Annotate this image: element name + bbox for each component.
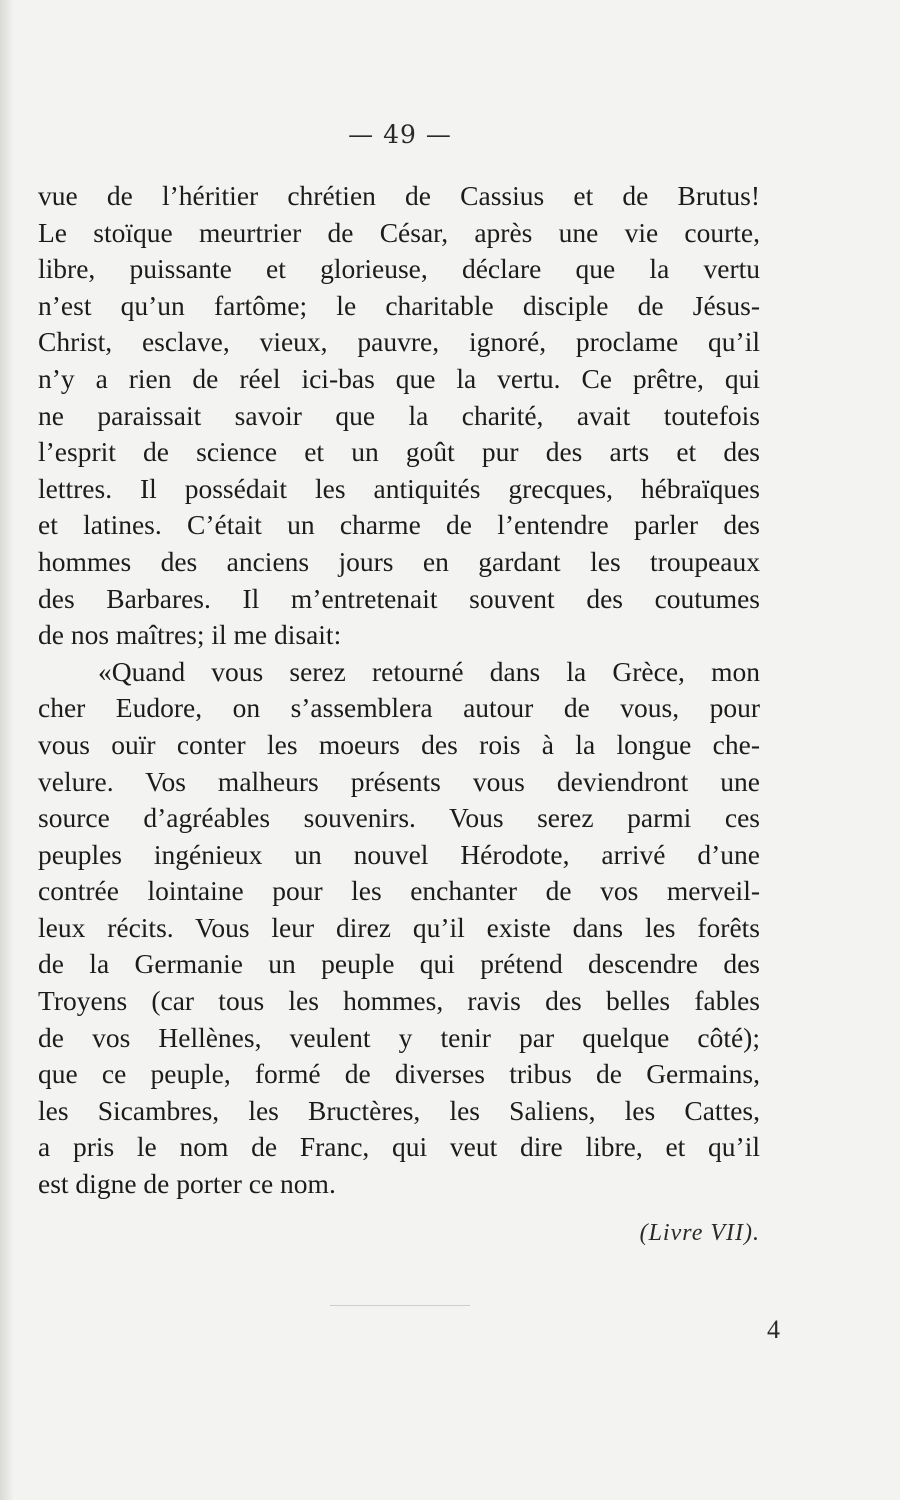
text-line: vous ouïr conter les moeurs des rois à la longue che- — [38, 728, 760, 760]
text-line: hommes des anciens jours en gardant les troupeaux — [38, 545, 760, 577]
text-line: lettres. Il possédait les antiquités grecques, hébraïques — [38, 472, 760, 504]
text-line: des Barbares. Il m’entretenait souvent des coutumes — [38, 582, 760, 614]
text-line: source d’agréables souvenirs. Vous serez parmi ces — [38, 802, 760, 834]
text-line: de nos maîtres; il me disait: — [38, 619, 342, 651]
source-citation: (Livre VII). — [639, 1220, 760, 1246]
text-line: ne paraissait savoir que la charité, avait toutefois — [38, 399, 760, 431]
text-line: velure. Vos malheurs présents vous deviendront une — [38, 765, 760, 797]
text-line: et latines. C’était un charme de l’entendre parler des — [38, 509, 760, 541]
bleed-through-rule — [330, 1305, 470, 1306]
text-line: est digne de porter ce nom. — [38, 1168, 336, 1200]
text-line: de vos Hellènes, veulent y tenir par quelque côté); — [38, 1021, 760, 1053]
text-line: que ce peuple, formé de diverses tribus de Germains, — [38, 1058, 760, 1090]
body-text — [38, 178, 760, 1203]
text-line: contrée lointaine pour les enchanter de vos merveil- — [38, 875, 760, 907]
text-line: Le stoïque meurtrier de César, après une vie courte, — [38, 216, 760, 248]
text-line: cher Eudore, on s’assemblera autour de vous, pour — [38, 692, 760, 724]
text-line: l’esprit de science et un goût pur des arts et des — [38, 436, 760, 468]
text-line: peuples ingénieux un nouvel Hérodote, arrivé d’une — [38, 838, 760, 870]
text-line: Christ, esclave, vieux, pauvre, ignoré, proclame qu’il — [38, 326, 760, 358]
signature-mark: 4 — [767, 1315, 780, 1344]
text-line: a pris le nom de Franc, qui veut dire libre, et qu’il — [38, 1131, 760, 1163]
text-line: n’y a rien de réel ici-bas que la vertu. Ce prêtre, qui — [38, 362, 760, 394]
text-line: leux récits. Vous leur direz qu’il existe dans les forêts — [38, 911, 760, 943]
page-number-header: — 49 — — [348, 120, 452, 149]
text-line: Troyens (car tous les hommes, ravis des belles fables — [38, 985, 760, 1017]
text-line: n’est qu’un fartôme; le charitable disciple de Jésus- — [38, 289, 760, 321]
text-line: vue de l’héritier chrétien de Cassius et de Brutus! — [38, 180, 760, 211]
text-line: les Sicambres, les Bructères, les Saliens, les Cattes, — [38, 1094, 760, 1126]
text-line: libre, puissante et glorieuse, déclare que la vertu — [38, 253, 760, 285]
text-line: «Quand vous serez retourné dans la Grèce, mon — [98, 655, 760, 687]
text-line: de la Germanie un peuple qui prétend descendre des — [38, 948, 760, 980]
